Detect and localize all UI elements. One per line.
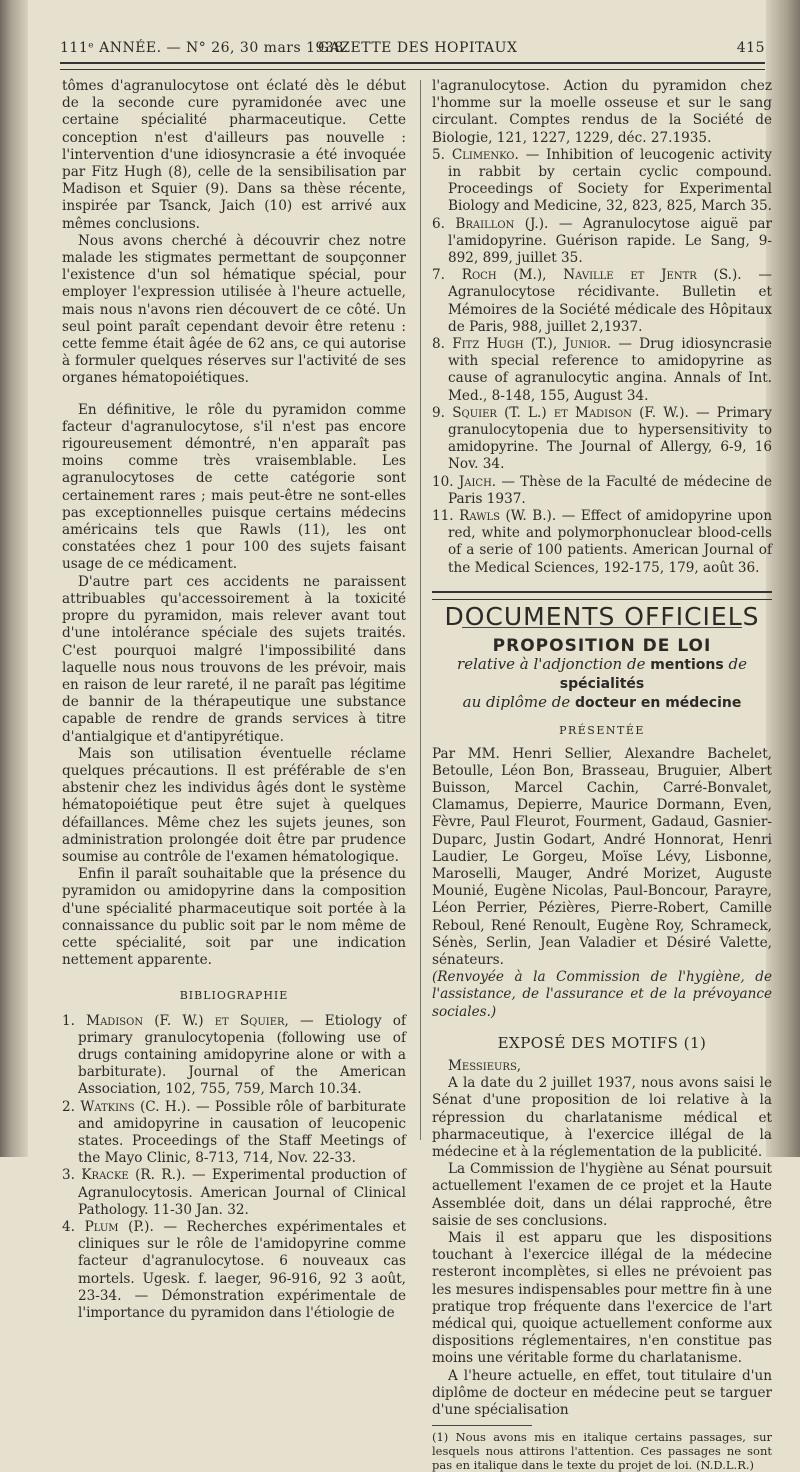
ref-text: — Thèse de la Faculté de médecine de Paris 1937. [448, 473, 773, 507]
ref-text: — Possible rôle of barbiturate and amidopyrine in causation of leucopenic states. Proceedings of the Staff Meetings of the Mayo Clinic, 8-713, 714, Nov. 22-33. [78, 1098, 406, 1167]
ref-author: Jaich. [458, 473, 497, 490]
ref-text: — Primary granulocytopenia due to hypersensitivity to amidopyrine. The Journal of Allergy, 6-9, 16 Nov. 34. [448, 404, 772, 473]
ref-text: — Agranulocytose récidivante. Bulletin et Mémoires de la Société médicale des Hôpitaux de Paris, 988, juillet 2,1937. [448, 267, 772, 335]
ref-author: Squier (T. L.) et Madison (F. W.). [452, 404, 689, 421]
senators-list: Par MM. Henri Sellier, Alexandre Bachelet, Betoulle, Léon Bon, Brasseau, Bruguier, Albert Buisson, Marcel Cachin, Carré-Bonvalet, Clamamus, Depierre, Maurice Dormann, Even, Fèvre, Paul Fleurot, Fourment, Gadaud, Gasnier-Duparc, Justin Godart, André Honnorat, Henri Laudier, Le Gorgeu, Moïse Lévy, Lisbonne, Maroselli, Mauger, André Morizet, Auguste Mounié, Eugène Nicolas, Paul-Boncour, Parayre, Léon Perrier, Pézières, Pierre-Robert, Camille Reboul, René Renoult, Eugène Roy, Schrameck, Sénès, Serlin, Jean Valadier et Désiré Valette, sénateurs. [432, 745, 772, 968]
journal-title: GAZETTE DES HOPITAUX [318, 40, 518, 56]
right-column [432, 78, 772, 1472]
paragraph: Nous avons cherché à découvrir chez notre malade les stigmates permettant de soupçonner l'existence d'un sol hématique spécial, pour employer l'expression utilisée à l'heure actuelle, mais nous n'avons rien découvert de ce côté. Un seul point paraît cependant devoir être retenu : cette femme était âgée de 62 ans, ce qui autorise à formuler quelques réserves sur l'activité de ses organes hématopoiétiques. [62, 232, 406, 387]
page-number: 415 [736, 40, 765, 56]
paragraph: La Commission de l'hygiène au Sénat poursuit actuellement l'examen de ce projet et la Haute Assemblée doit, dans un délai rapproché, être saisie de ses conclusions. [432, 1161, 772, 1229]
issue-info: 111ᵉ ANNÉE. — N° 26, 30 mars 1938. [60, 40, 349, 56]
page-edge-left [0, 0, 28, 1157]
proposal-title: PROPOSITION DE LOI [492, 636, 712, 657]
paragraph: D'autre part ces accidents ne paraissent attribuables qu'accessoirement à la toxicité propre du pyramidon, mais relever avant tout d'une intolérance spéciale des sujets traités. C'est pourquoi malgré l'impossibilité dans laquelle nous nous trouvons de les prévoir, mais en raison de leur rareté, il ne paraît pas légitime de bannir de la thérapeutique une substance capable de rendre de grands services à titre d'antialgique et d'antipyrétique. [62, 573, 406, 745]
section-title: DOCUMENTS OFFICIELS [444, 601, 760, 631]
reference-continuation: l'agranulocytose. Action du pyramidon chez l'homme sur la moelle osseuse et sur le sang circulant. Comptes rendus de la Société de Biologie, 121, 1227, 1229, déc. 27.1935. [432, 78, 772, 146]
section-rule [432, 591, 772, 600]
paragraph: Enfin il paraît souhaitable que la présence du pyramidon ou amidopyrine dans la composition d'une spécialité pharmaceutique soit portée à la connaissance du public soit par le nom même de cette spécialité, soit par une indication nettement apparente. [62, 866, 406, 969]
reference-item [432, 508, 772, 577]
ref-text: — Inhibition of leucogenic activity in rabbit by certain cyclic compound. Proceedings of Society for Experimental Biology and Medicine, 32, 823, 825, March 35. [448, 146, 772, 215]
ref-author: Kracke (R. R.). [81, 1167, 186, 1184]
ref-text: — Drug idiosyncrasie with special reference to amidopyrine as cause of agranulocytic angina. Annals of Int. Med., 8-148, 155, August 34. [448, 336, 772, 404]
footnote-rule [432, 1425, 532, 1426]
paragraph: En définitive, le rôle du pyramidon comme facteur d'agranulocytose, s'il n'est pas encore rigoureusement démontré, n'en apparaît pas moins comme très vraisemblable. Les agranulocytoses de cette catégorie sont certainement rares ; mais peut-être ne sont-elles pas exceptionnelles puisque certains médecins américains tels que Rawls (11), les ont constatées chez 1 pour 100 des sujets faisant usage de ce médicament. [62, 401, 406, 573]
reference-item [432, 405, 772, 474]
ref-author: Watkins (C. H.). [80, 1098, 191, 1115]
ref-number: 4. [62, 1219, 75, 1235]
expose-title: EXPOSÉ DES MOTIFS (1) [497, 1033, 707, 1052]
ref-author: Rawls (W. B.). [459, 508, 557, 525]
ref-author: Fitz Hugh (T.), Junior. [452, 336, 612, 353]
ref-author: Plum (P.). [84, 1219, 154, 1235]
ref-number: 3. [62, 1167, 75, 1184]
presented-label: PRÉSENTÉE [559, 724, 645, 738]
ref-author: Braillon (J.). [455, 215, 549, 232]
ref-text: — Recherches expérimentales et cliniques sur le rôle de l'amidopyrine comme facteur d'agranulocytose. 6 nouveaux cas mortels. Ugesk. f. laeger, 96-916, 92 3 août, 23-34. — Démonstration expérimentale de l'importance du pyramidon dans l'étiologie de [78, 1219, 406, 1322]
reference-item [432, 216, 772, 268]
ref-number: 10. [432, 473, 454, 490]
header-rule [60, 62, 765, 70]
bibliography-title: BIBLIOGRAPHIE [179, 989, 289, 1003]
ref-author: Roch (M.), Naville et Jentr (S.). [461, 267, 742, 284]
ref-text: — Experimental production of Agranulocytosis. American Journal of Clinical Pathology. 11-30 Jan. 32. [78, 1167, 406, 1218]
ref-number: 9. [432, 404, 445, 421]
reference-item [432, 147, 772, 216]
salutation: Messieurs, [448, 1057, 522, 1074]
ref-number: 6. [432, 215, 445, 232]
paragraph: A la date du 2 juillet 1937, nous avons saisi le Sénat d'une proposition de loi relative à la répression du charlatanisme médical et pharmaceutique, à l'exercice illégal de la médecine et à la réglementation de la publicité. [432, 1075, 772, 1160]
ref-author: Madison (F. W.) et Squier, [86, 1012, 289, 1029]
paragraph: tômes d'agranulocytose ont éclaté dès le début de la seconde cure pyramidonée avec une certaine spécialité pharmaceutique. Cette conception n'est d'ailleurs pas nouvelle : l'intervention d'une idiosyncrasie a été invoquée par Fitz Hugh (8), celle de la sensibilisation par Madison et Squier (9). Dans sa thèse récente, inspirée par Tsanck, Jaich (10) est arrivé aux mêmes conclusions. [62, 78, 406, 232]
running-header [60, 40, 765, 62]
ref-number: 2. [62, 1098, 75, 1115]
left-column [62, 78, 406, 1322]
ref-text: — Effect of amidopyrine upon red, white and polymorphonuclear blood-cells of a serie of 100 patients. American Journal of the Medical Sciences, 192-175, 179, août 36. [448, 508, 772, 576]
proposal-subtitle: relative à l'adjonction de mentions de spécialités au diplôme de docteur en médecine [457, 655, 747, 712]
reference-item [62, 1219, 406, 1322]
footnote: (1) Nous avons mis en italique certains passages, sur lesquels nous attirons l'attention. Ces passages ne sont pas en italique dans le texte du projet de loi. (N.D.L.R.) [432, 1430, 772, 1472]
ref-author: Climenko. [451, 146, 519, 163]
reference-item [62, 1099, 406, 1168]
ref-number: 5. [432, 146, 445, 163]
paragraph: A l'heure actuelle, en effet, tout titulaire d'un diplôme de docteur en médecine peut se targuer d'une spécialisation [432, 1367, 772, 1419]
reference-item [432, 336, 772, 405]
ref-number: 11. [432, 508, 454, 525]
paragraph: Mais il est apparu que les dispositions touchant à l'exercice illégal de la médecine resteront incomplètes, si elles ne prévoient pas les mesures indispensables pour mettre fin à une pratique trop fréquente dans l'exercice de l'art médical qui, quoique actuellement conforme aux dispositions réglementaires, n'en constitue pas moins une véritable forme du charlatanisme. [432, 1229, 772, 1367]
ref-text: — Agranulocytose aiguë par l'amidopyrine. Guérison rapide. Le Sang, 9-892, 899, juillet 35. [448, 215, 773, 267]
ref-text: — Etiology of primary granulocytopenia (following use of drugs containing amidopyrine alone or with a barbiturate). Journal of the American Association, 102, 755, 759, March 10.34. [78, 1012, 407, 1098]
reference-item [62, 1013, 406, 1099]
column-divider [420, 80, 421, 1140]
reference-item [62, 1167, 406, 1219]
ref-number: 8. [432, 336, 445, 353]
referral-note: (Renvoyée à la Commission de l'hygiène, de l'assistance, de l'assurance et de la prévoyance sociales.) [432, 969, 772, 1020]
paragraph: Mais son utilisation éventuelle réclame quelques précautions. Il est préférable de s'en abstenir chez les individus âgés dont le système hématopoiétique peut être sujet à quelques défaillances. Même chez les sujets jeunes, son administration prolongée doit être par prudence soumise au contrôle de l'examen hématologique. [62, 745, 406, 865]
reference-item [432, 267, 772, 336]
ref-number: 1. [62, 1012, 75, 1029]
ref-number: 7. [432, 267, 445, 284]
reference-item [432, 474, 772, 508]
